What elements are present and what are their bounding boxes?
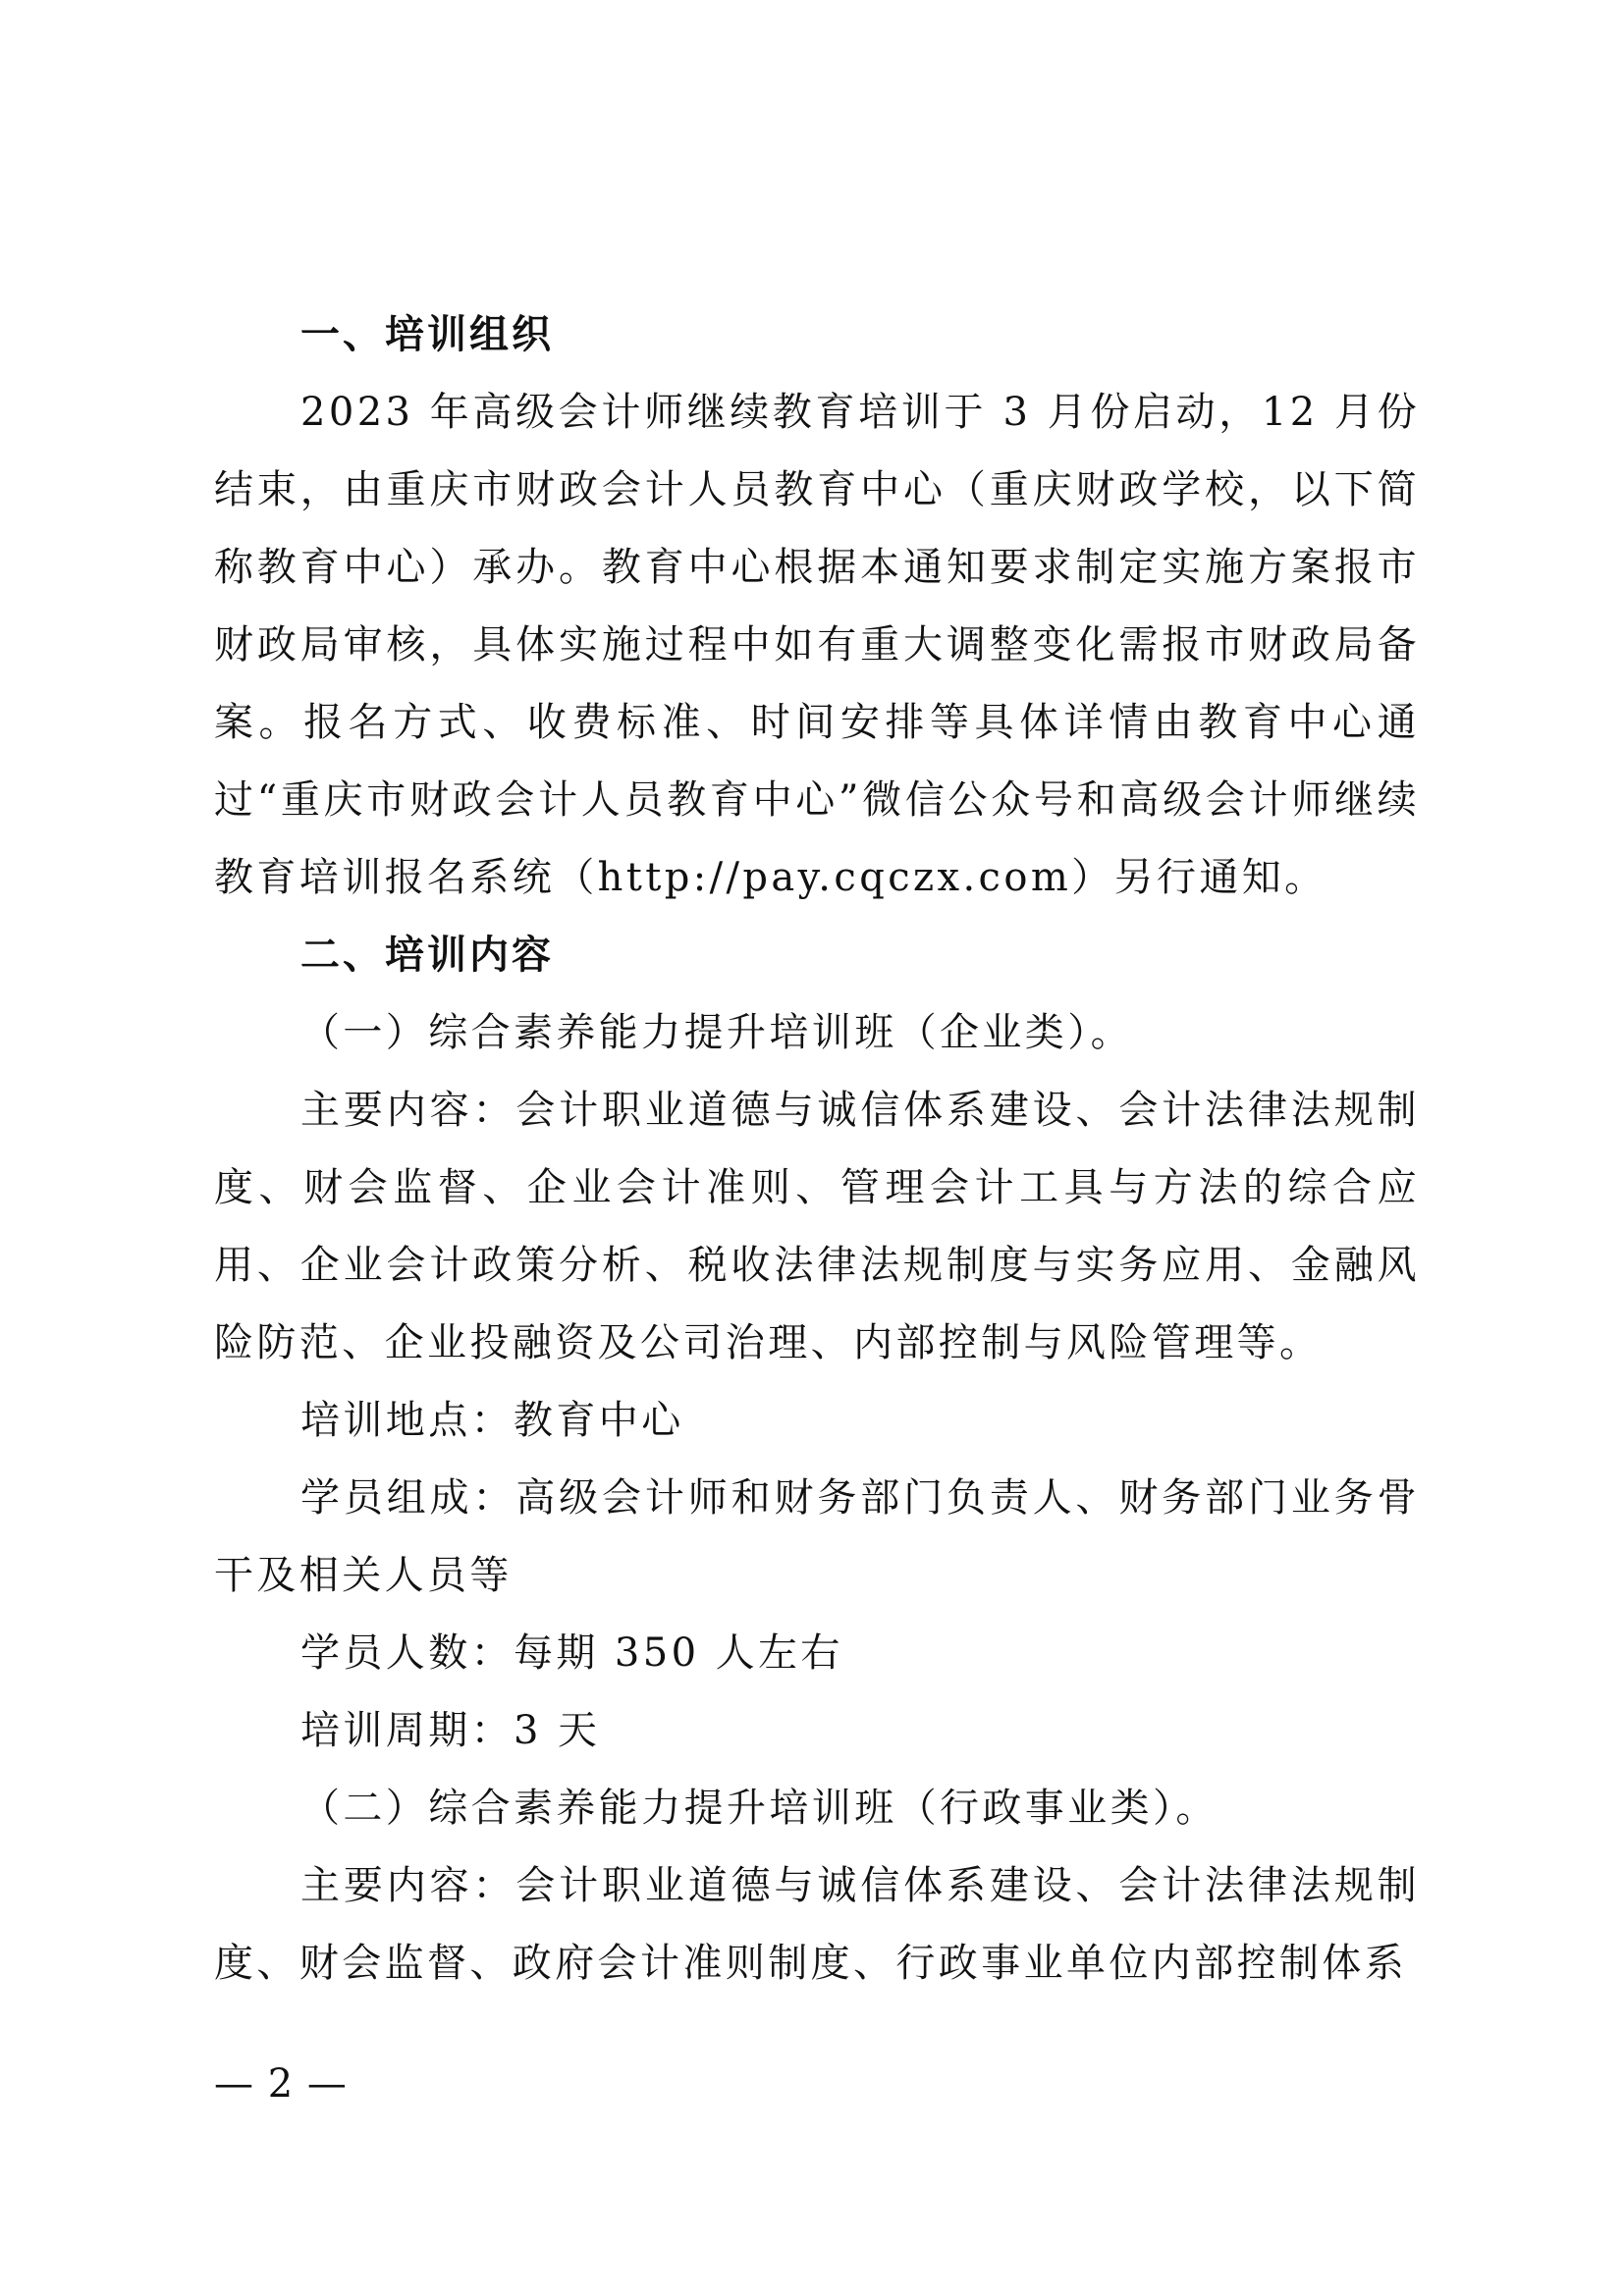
paragraph-trainee-count: 学员人数：每期 350 人左右 [300,1630,843,1676]
paragraph-enterprise-main-content: 主要内容：会计职业道德与诚信体系建设、会计法律法规制度、财会监督、企业会计准则、管理会计工具与方法的综合应用、企业会计政策分析、税收法律法规制度与实务应用、金融风险防范、企业投融资及公司治理、内部控制与风险管理等。 [214,1088,1420,1365]
section-heading-organization: 一、培训组织 [300,312,554,357]
section-heading-content: 二、培训内容 [300,933,554,978]
paragraph-administrative-main-content: 主要内容：会计职业道德与诚信体系建设、会计法律法规制度、财会监督、政府会计准则制度、行政事业单位内部控制体系 [214,1863,1420,1986]
paragraph-training-location: 培训地点：教育中心 [300,1398,684,1443]
document-body [214,296,1420,2002]
paragraph-training-duration: 培训周期：3 天 [300,1708,601,1753]
subheading-administrative-class: （二）综合素养能力提升培训班（行政事业类）。 [300,1786,1218,1831]
paragraph-organization: 2023 年高级会计师继续教育培训于 3 月份启动，12 月份结束，由重庆市财政会计人员教育中心（重庆财政学校，以下简称教育中心）承办。教育中心根据本通知要求制定实施方案报市财政局审核，具体实施过程中如有重大调整变化需报市财政局备案。报名方式、收费标准、时间安排等具体详情由教育中心通过“重庆市财政会计人员教育中心”微信公众号和高级会计师继续教育培训报名系统（http://pay.cqczx.com）另行通知。 [214,390,1420,900]
subheading-enterprise-class: （一）综合素养能力提升培训班（企业类）。 [300,1010,1133,1055]
page-number: — 2 — [214,2061,348,2107]
paragraph-trainee-composition: 学员组成：高级会计师和财务部门负责人、财务部门业务骨干及相关人员等 [214,1475,1420,1598]
